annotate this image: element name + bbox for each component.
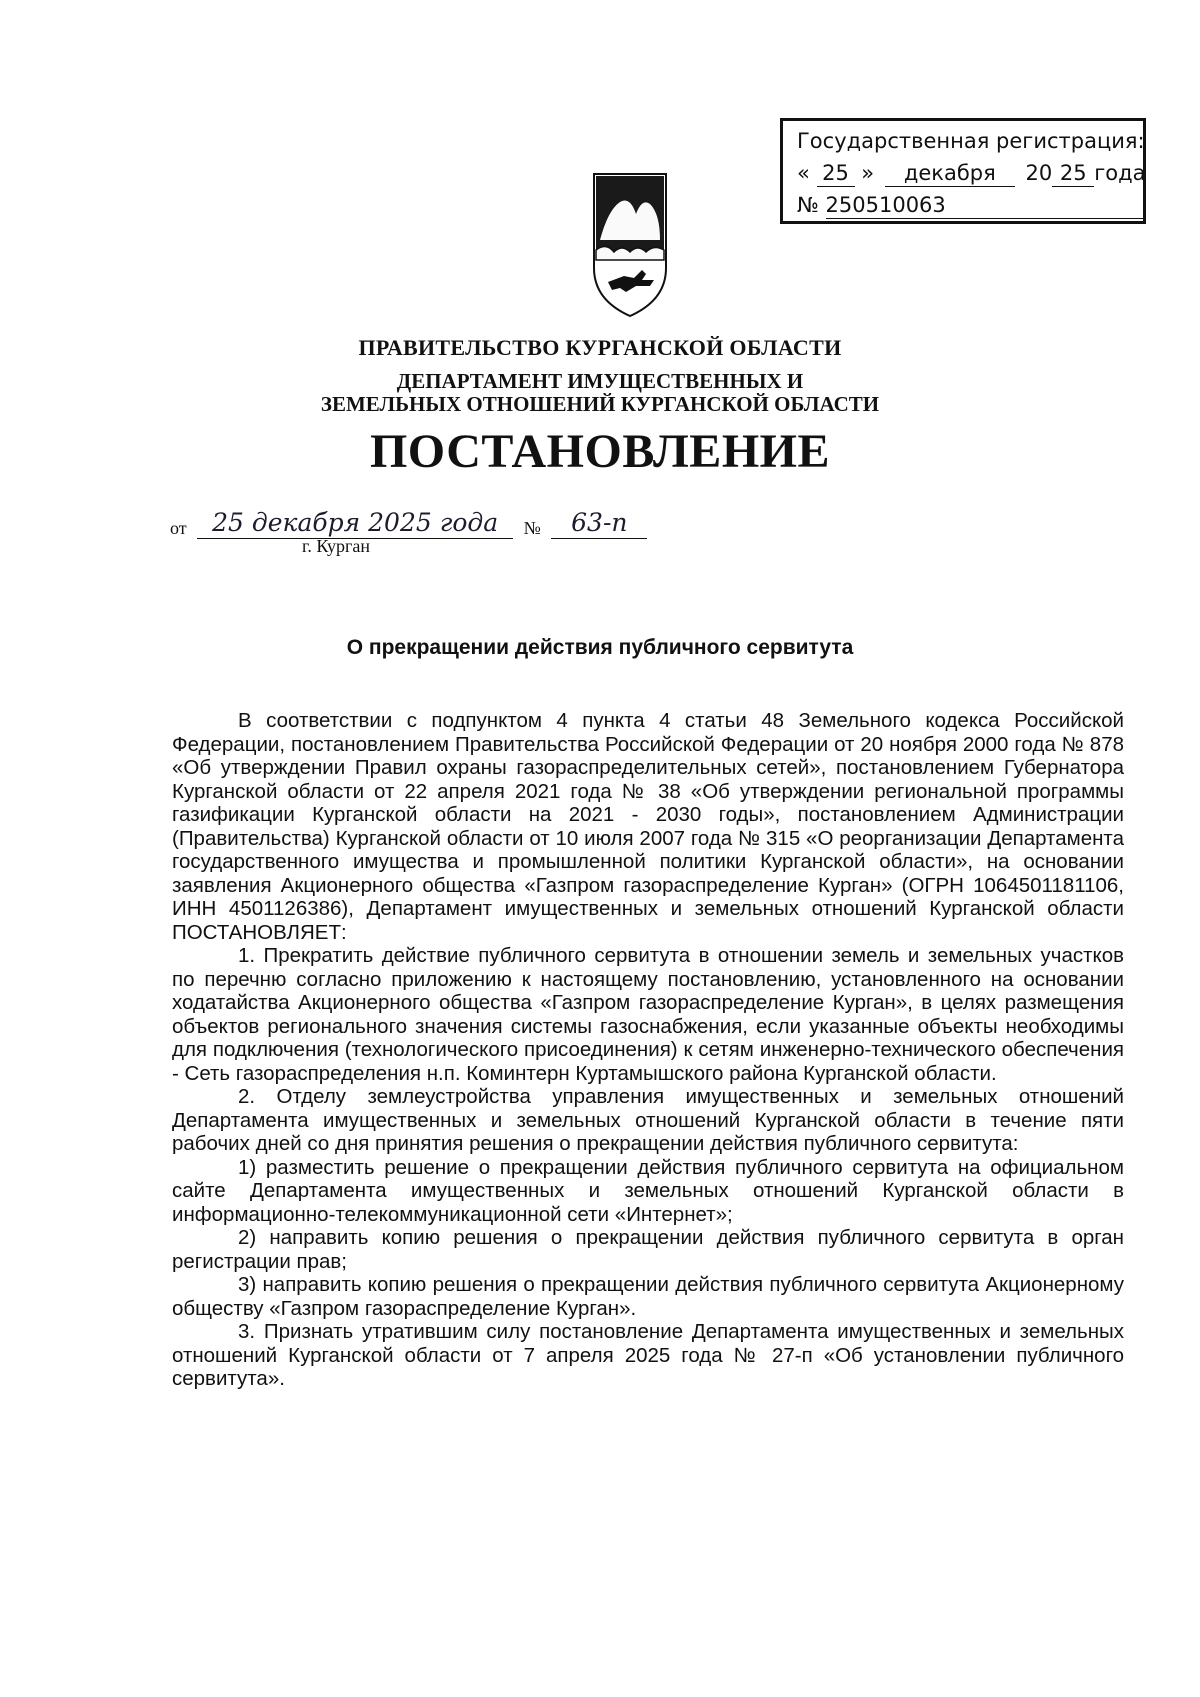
handwritten-date: 25 декабря 2025 года <box>197 508 513 539</box>
paragraph-subitem-3: 3) направить копию решения о прекращении действия публичного сервитута Акционерному обществу «Газпром газораспределение Курган». <box>172 1273 1124 1320</box>
document-title: О прекращении действия публичного сервитута <box>346 636 854 659</box>
registration-title: Государственная регистрация: <box>797 129 1145 153</box>
registration-number-line <box>797 189 1133 221</box>
paragraph-item-3: 3. Признать утратившим силу постановление Департамента имущественных и земельных отношений Курганской области от 7 апреля 2025 года № 27-п «Об установлении публичного сервитута». <box>172 1320 1124 1390</box>
registration-date <box>797 157 1146 189</box>
quote-close: » <box>861 161 875 185</box>
paragraph-preamble: В соответствии с подпунктом 4 пункта 4 статьи 48 Земельного кодекса Российской Федерации, постановлением Правительства Российской Федерации от 20 ноября 2000 года № 878 «Об утверждении Правил охраны газораспределительных сетей», постановлением Губернатора Курганской области от 22 апреля 2021 года № 38 «Об утверждении региональной программы газификации Курганской области на 2021 - 2030 годы», постановлением Администрации (Правительства) Курганской области от 10 июля 2007 года № 315 «О реорганизации Департамента государственного имущества и промышленной политики Курганской области», на основании заявления Акционерного общества «Газпром газораспределение Курган» (ОГРН 1064501181106, ИНН 4501126386), Департамент имущественных и земельных отношений Курганской области ПОСТАНОВЛЯЕТ: <box>172 709 1124 944</box>
registration-year-word: года <box>1094 161 1146 185</box>
city: г. Курган <box>302 536 371 556</box>
department-line-2: ЗЕМЕЛЬНЫХ ОТНОШЕНИЙ КУРГАНСКОЙ ОБЛАСТИ <box>320 392 880 416</box>
registration-month: декабря <box>885 160 1015 187</box>
registration-day: 25 <box>817 160 855 187</box>
paragraph-subitem-2: 2) направить копию решения о прекращении действия публичного сервитута в орган регистрации прав; <box>172 1226 1124 1273</box>
registration-number: 250510063 <box>826 192 1144 219</box>
from-label: от <box>170 518 187 538</box>
quote-open: « <box>797 161 810 185</box>
number-label: № <box>523 518 541 538</box>
paragraph-subitem-1: 1) разместить решение о прекращении действия публичного сервитута на официальном сайте Департамента имущественных и земельных отношений Курганской области в информационно-телекоммуникационной сети «Интернет»; <box>172 1155 1124 1226</box>
department-line-1: ДЕПАРТАМЕНТ ИМУЩЕСТВЕННЫХ И <box>396 369 804 393</box>
document-type: ПОСТАНОВЛЕНИЕ <box>369 425 831 478</box>
document-body <box>172 709 1124 1391</box>
paragraph-item-1: 1. Прекратить действие публичного сервитута в отношении земель и земельных участков по перечню согласно приложению к настоящему постановлению, установленного на основании ходатайства Акционерного общества «Газпром газораспределение Курган», в целях размещения объектов регионального значения системы газоснабжения, если указанные объекты необходимы для подключения (технологического присоединения) к сетям инженерно-технического обеспечения - Сеть газораспределения н.п. Коминтерн Куртамышского района Курганской области. <box>172 944 1124 1085</box>
registration-year-prefix: 20 <box>1025 161 1053 185</box>
government-name: ПРАВИТЕЛЬСТВО КУРГАНСКОЙ ОБЛАСТИ <box>358 335 842 360</box>
registration-number-label: № <box>797 193 819 217</box>
paragraph-item-2: 2. Отделу землеустройства управления имущественных и земельных отношений Департамента имущественных и земельных отношений Курганской области в течение пяти рабочих дней со дня принятия решения о прекращении действия публичного сервитута: <box>172 1085 1124 1155</box>
registration-stamp <box>780 118 1146 224</box>
registration-year-suffix: 25 <box>1052 160 1094 187</box>
handwritten-number: 63-п <box>551 508 647 539</box>
coat-of-arms-emblem <box>590 170 670 320</box>
department-name <box>0 370 1200 416</box>
issue-line <box>170 508 647 548</box>
